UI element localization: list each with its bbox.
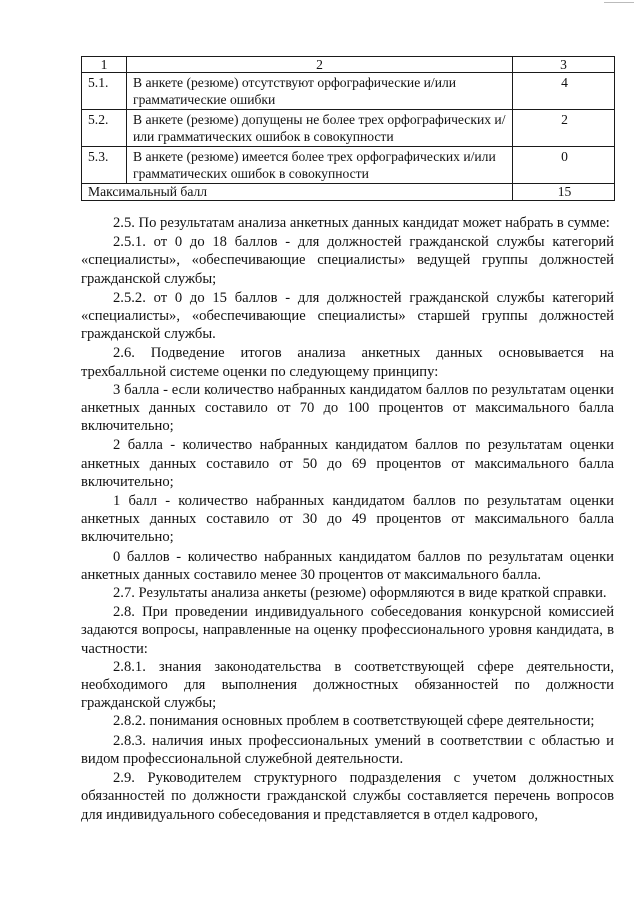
row-number: 5.1.	[82, 73, 127, 110]
paragraph-2-7: 2.7. Результаты анализа анкеты (резюме) оформляются в виде краткой справки.	[113, 585, 607, 602]
table-row	[82, 147, 615, 184]
paragraph-2-6: 2.6. Подведение итогов анализа анкетных данных основывается на трехбалльной системе оценки по следующему принципу:	[81, 345, 614, 380]
table-total-row	[82, 184, 615, 201]
row-criterion: В анкете (резюме) допущены не более трех орфографических и/или грамматических ошибок в совокупности	[127, 110, 513, 147]
score-table	[81, 56, 615, 201]
paragraph-2-points: 2 балла - количество набранных кандидатом баллов по результатам оценки анкетных данных составило от 50 до 69 процентов от максимального балла включительно;	[81, 437, 614, 490]
total-value: 15	[513, 184, 615, 201]
paragraph-0-points: 0 баллов - количество набранных кандидатом баллов по результатам оценки анкетных данных составило менее 30 процентов от максимального балла.	[81, 548, 614, 583]
row-criterion: В анкете (резюме) отсутствуют орфографические и/или грамматические ошибки	[127, 73, 513, 110]
column-header-points: 3	[513, 57, 615, 73]
paragraph-2-9: 2.9. Руководителем структурного подразделения с учетом должностных обязанностей по должности гражданской службы составляется перечень вопросов для индивидуального собеседования и представляется в отдел кадрового,	[81, 770, 614, 823]
row-points: 0	[513, 147, 615, 184]
row-points: 2	[513, 110, 615, 147]
total-label: Максимальный балл	[82, 184, 513, 201]
scan-edge-mark	[604, 2, 634, 5]
column-header-criterion: 2	[127, 57, 513, 73]
paragraph-2-8: 2.8. При проведении индивидуального собеседования конкурсной комиссией задаются вопросы, направленные на оценку профессионального уровня кандидата, в частности:	[81, 604, 614, 657]
paragraph-2-5-2: 2.5.2. от 0 до 15 баллов - для должностей гражданской службы категорий «специалисты», «обеспечивающие специалисты» старшей группы должностей гражданской службы.	[81, 289, 614, 343]
body-text	[81, 214, 614, 824]
row-points: 4	[513, 73, 615, 110]
row-criterion: В анкете (резюме) имеется более трех орфографических и/или грамматических ошибок в совокупности	[127, 147, 513, 184]
paragraph-2-8-2: 2.8.2. понимания основных проблем в соответствующей сфере деятельности;	[113, 713, 595, 730]
paragraph-2-8-1: 2.8.1. знания законодательства в соответствующей сфере деятельности, необходимого для выполнения должностных обязанностей по должности гражданской службы;	[81, 658, 614, 712]
table-row	[82, 73, 615, 110]
table-header-row	[82, 57, 615, 73]
paragraph-3-points: 3 балла - если количество набранных кандидатом баллов по результатам оценки анкетных данных составило от 70 до 100 процентов от максимального балла включительно;	[81, 381, 614, 435]
row-number: 5.3.	[82, 147, 127, 184]
paragraph-2-5: 2.5. По результатам анализа анкетных данных кандидат может набрать в сумме:	[113, 215, 610, 231]
row-number: 5.2.	[82, 110, 127, 147]
column-header-number: 1	[82, 57, 127, 73]
table-row	[82, 110, 615, 147]
paragraph-2-5-1: 2.5.1. от 0 до 18 баллов - для должностей гражданской службы категорий «специалисты», «обеспечивающие специалисты» ведущей группы должностей гражданской службы;	[81, 234, 614, 287]
paragraph-1-point: 1 балл - количество набранных кандидатом баллов по результатам оценки анкетных данных составило от 30 до 49 процентов от максимального балла включительно;	[81, 493, 614, 546]
paragraph-2-8-3: 2.8.3. наличия иных профессиональных умений в соответствии с областью и видом профессиональной служебной деятельности.	[81, 732, 614, 767]
